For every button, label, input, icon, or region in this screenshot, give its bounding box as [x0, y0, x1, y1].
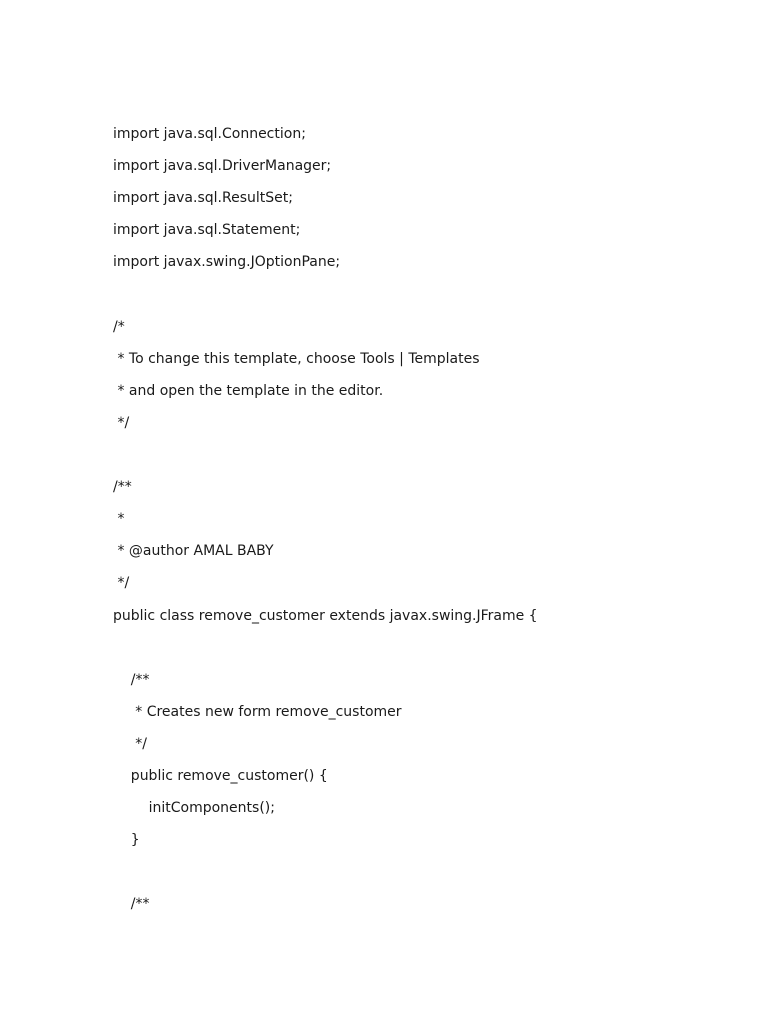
code-line: public remove_customer() { [113, 768, 328, 784]
code-line: public class remove_customer extends javax.swing.JFrame { [113, 607, 538, 624]
code-line: import java.sql.DriverManager; [113, 158, 332, 175]
code-line: /* [113, 318, 125, 335]
code-line: */ [113, 575, 130, 592]
code-line: * Creates new form remove_customer [113, 703, 402, 720]
code-line: * @author AMAL BABY [113, 543, 274, 560]
code-line: /** [113, 479, 132, 496]
code-line: * [113, 511, 125, 528]
code-line: initComponents(); [113, 800, 275, 817]
code-line: */ [113, 735, 147, 752]
code-line: } [113, 832, 140, 849]
code-line: /** [113, 671, 150, 688]
code-line: * and open the template in the editor. [113, 382, 384, 399]
code-line: import java.sql.Statement; [113, 222, 301, 239]
code-line: import java.sql.Connection; [113, 126, 306, 142]
code-line: /** [113, 896, 150, 913]
code-line: import java.sql.ResultSet; [113, 190, 293, 207]
code-line: import javax.swing.JOptionPane; [113, 254, 341, 271]
code-line: */ [113, 414, 130, 431]
code-line: * To change this template, choose Tools | Templates [113, 350, 480, 367]
